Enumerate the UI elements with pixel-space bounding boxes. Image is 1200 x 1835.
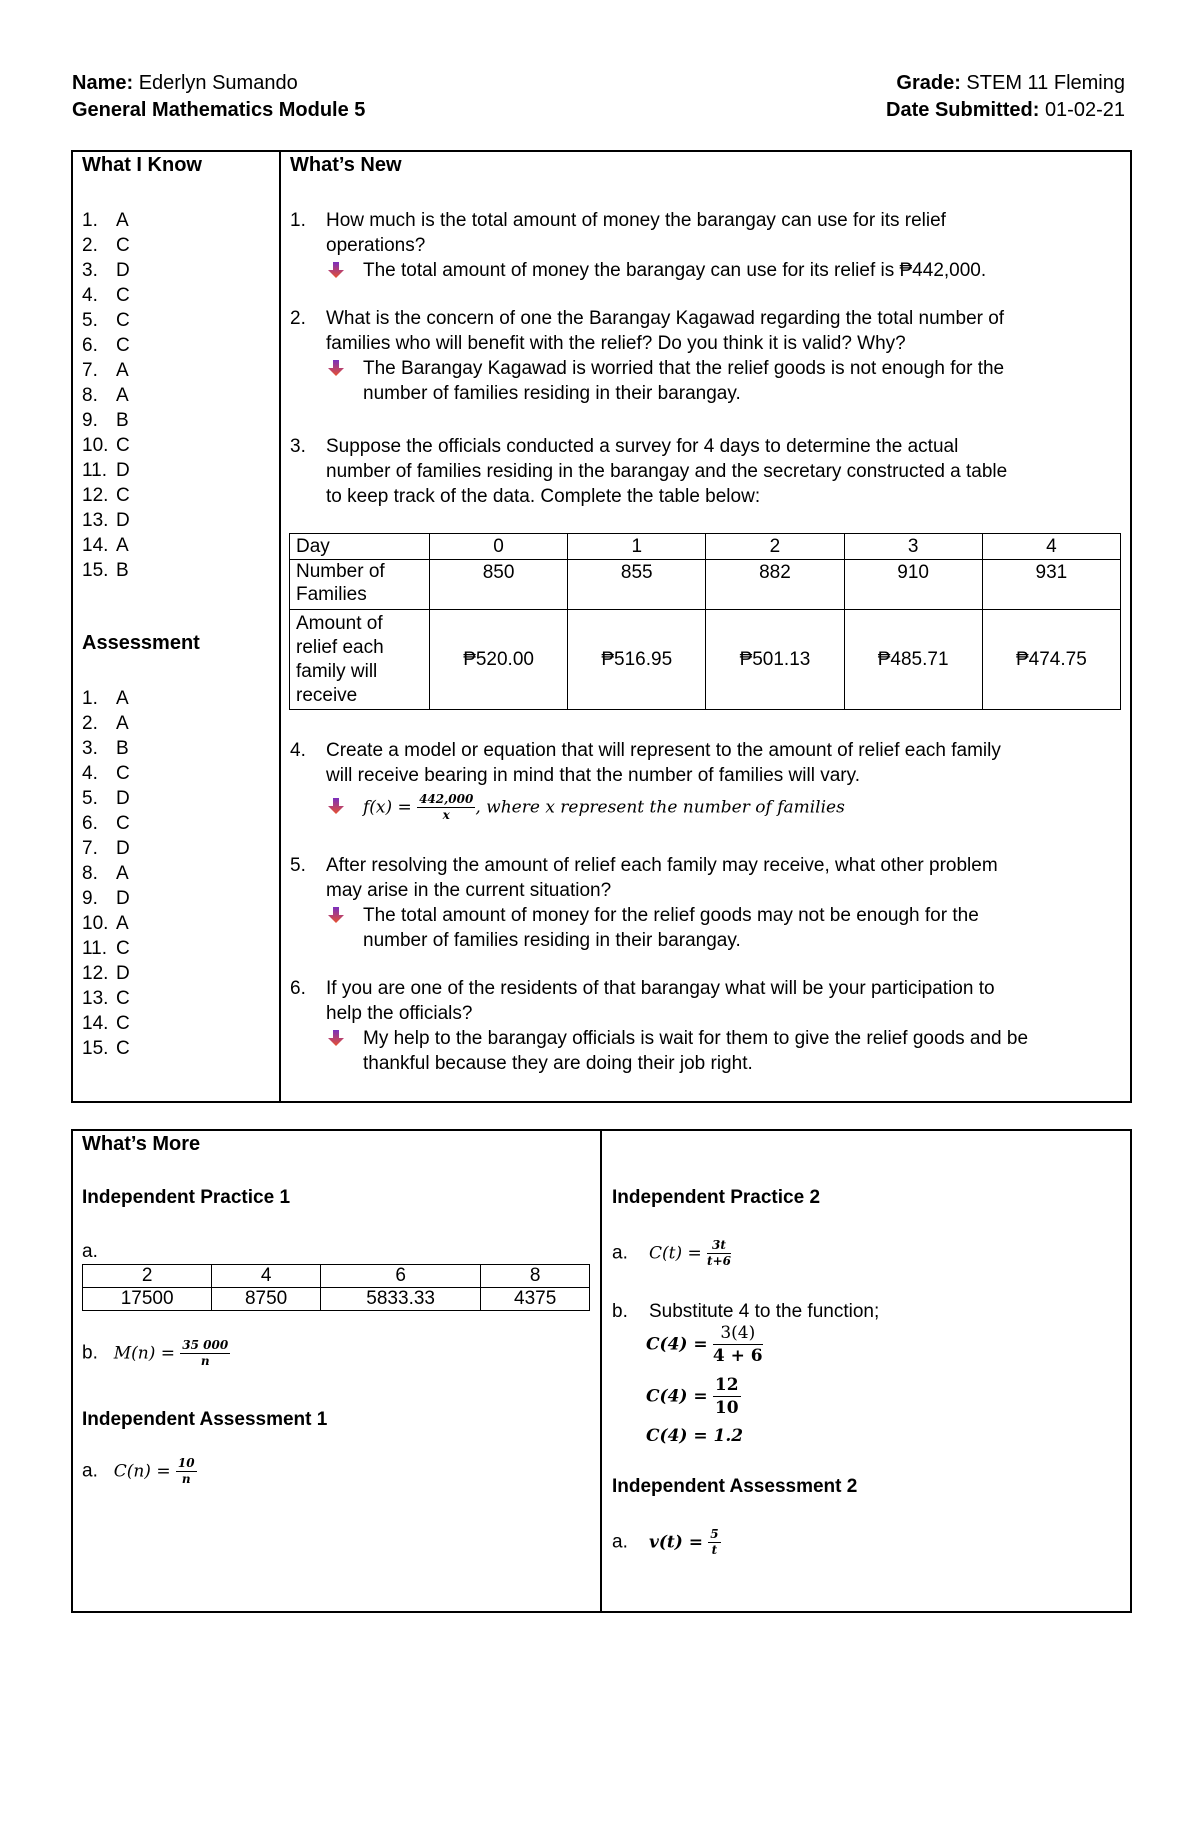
list-item: 5. C [82,310,130,331]
table-cell: 5833.33 [320,1288,480,1311]
list-item: 7. A [82,360,129,381]
table-cell: ₱520.00 [430,610,568,710]
table-cell: ₱485.71 [844,610,982,710]
date-submitted [886,97,1125,124]
independent-assessment-1-title: Independent Assessment 1 [82,1409,328,1430]
list-item: 12. C [82,485,130,506]
table-cell: 8750 [212,1288,321,1311]
ia2-a-formula: a. v(t) = $\frac{5}{t}$ [612,1527,719,1557]
list-item: 6. C [82,335,130,356]
list-item: 4. C [82,763,130,784]
answer-5: The total amount of money for the relief goods may not be enough for the number of families residing in their barangay. [327,903,1127,953]
what-i-know-list [82,208,130,583]
whats-more-divider [600,1129,602,1613]
ip2-step-1: C(4) = $\frac{3(4)}{4 + 6}$ [646,1323,763,1366]
name-value: Ederlyn Sumando [138,72,298,94]
list-item: 3. D [82,260,130,281]
list-item: 2. C [82,235,130,256]
table-cell: 855 [568,560,706,610]
list-item: 9. B [82,410,129,431]
list-item: 4. C [82,285,130,306]
student-name [72,70,298,97]
list-item: 10. C [82,435,130,456]
table-cell: 3 [844,534,982,560]
list-item: 5. D [82,788,130,809]
list-item: 2. A [82,713,129,734]
table-cell: Amount of relief each family will receive [290,610,430,710]
list-item: 14. A [82,535,129,556]
list-item: 8. A [82,385,129,406]
name-label: Name: [72,72,134,94]
list-item: 9. D [82,888,130,909]
list-item: 1. A [82,210,129,231]
list-item: 3. B [82,738,129,759]
table-cell: 931 [982,560,1120,610]
list-item: 12. D [82,963,130,984]
assessment-list [82,686,130,1061]
ia1-a-formula: a. C(n) = $\frac{10}{n}$ [82,1456,195,1486]
date-value: 01-02-21 [1044,99,1125,121]
question-4: 4. Create a model or equation that will represent to the amount of relief each family will receive bearing in mind that the number of families will vary. [290,740,1001,786]
independent-practice-1-title: Independent Practice 1 [82,1187,291,1208]
answer-4-formula: f(x) = $\frac{442,000}{x}$ , where x represent the number of families [327,788,1127,824]
table-cell: 6 [320,1265,480,1288]
question-2: 2. What is the concern of one the Barangay Kagawad regarding the total number of families who will benefit with the relief? Do you think it is valid? Why? [290,308,1005,354]
list-item: 1. A [82,688,129,709]
answer-2: The Barangay Kagawad is worried that the relief goods is not enough for the number of families residing in their barangay. [327,356,1127,406]
survey-table [289,533,1121,710]
whats-more-title: What’s More [82,1133,201,1155]
table-cell: Number of Families [290,560,430,610]
table-cell: 4 [212,1265,321,1288]
table-cell: ₱516.95 [568,610,706,710]
list-item: 11. C [82,938,130,959]
table-cell: 17500 [83,1288,212,1311]
table-row [290,560,1121,610]
table-cell: ₱474.75 [982,610,1120,710]
table-cell: 910 [844,560,982,610]
ip2-b-text: b. Substitute 4 to the function; [612,1301,880,1322]
arrow-down-icon [327,359,345,377]
table-cell: Day [290,534,430,560]
arrow-down-icon [327,797,345,815]
ip1-b-formula: b. M(n) = $\frac{35 000}{n}$ [82,1338,229,1368]
what-i-know-title: What I Know [82,154,202,176]
assessment-title: Assessment [82,632,200,654]
list-item: 11. D [82,460,130,481]
table-cell: 850 [430,560,568,610]
date-label: Date Submitted: [886,99,1040,121]
table-cell: 0 [430,534,568,560]
table-cell: 2 [706,534,844,560]
question-1: 1. How much is the total amount of money the barangay can use for its relief operations? [290,210,946,256]
question-6: 6. If you are one of the residents of that barangay what will be your participation to help the officials? [290,978,995,1024]
table-row [290,610,1121,710]
list-item: 7. D [82,838,130,859]
ip2-step-3: C(4) = 1.2 [646,1426,744,1446]
ip2-step-2: C(4) = $\frac{12}{10}$ [646,1375,739,1418]
question-5: 5. After resolving the amount of relief each family may receive, what other problem may arise in the current situation? [290,855,998,901]
whats-new-title: What’s New [290,154,402,176]
answer-6: My help to the barangay officials is wait for them to give the relief goods and be thankful because they are doing their job right. [327,1026,1127,1076]
list-item: 14. C [82,1013,130,1034]
independent-practice-2-title: Independent Practice 2 [612,1187,821,1208]
list-item: 8. A [82,863,129,884]
ip1-a-label: a. [82,1241,98,1262]
table-cell: 4 [982,534,1120,560]
list-item: 15. B [82,560,129,581]
ip1-table [82,1264,590,1311]
independent-assessment-2-title: Independent Assessment 2 [612,1476,858,1497]
arrow-down-icon [327,906,345,924]
list-item: 10. A [82,913,129,934]
list-item: 13. C [82,988,130,1009]
table-cell: ₱501.13 [706,610,844,710]
module-title: General Mathematics Module 5 [72,99,366,121]
table-cell: 8 [481,1265,590,1288]
grade-value: STEM 11 Fleming [966,72,1125,94]
answer-1: The total amount of money the barangay can use for its relief is ₱442,000. [327,258,1127,283]
table-cell: 2 [83,1265,212,1288]
list-item: 6. C [82,813,130,834]
top-box-divider [279,150,281,1103]
table-cell: 882 [706,560,844,610]
table-row [290,534,1121,560]
grade [896,70,1125,97]
list-item: 13. D [82,510,130,531]
list-item: 15. C [82,1038,130,1059]
arrow-down-icon [327,1029,345,1047]
table-row [83,1265,590,1288]
ip2-a-formula: a. C(t) = $\frac{3t}{t+6}$ [612,1238,731,1268]
arrow-down-icon [327,261,345,279]
table-cell: 4375 [481,1288,590,1311]
table-cell: 1 [568,534,706,560]
table-row [83,1288,590,1311]
grade-label: Grade: [896,72,961,94]
question-3: 3. Suppose the officials conducted a survey for 4 days to determine the actual number of families residing in the barangay and the secretary constructed a table to keep track of the data. Complete the table below: [290,436,1008,507]
